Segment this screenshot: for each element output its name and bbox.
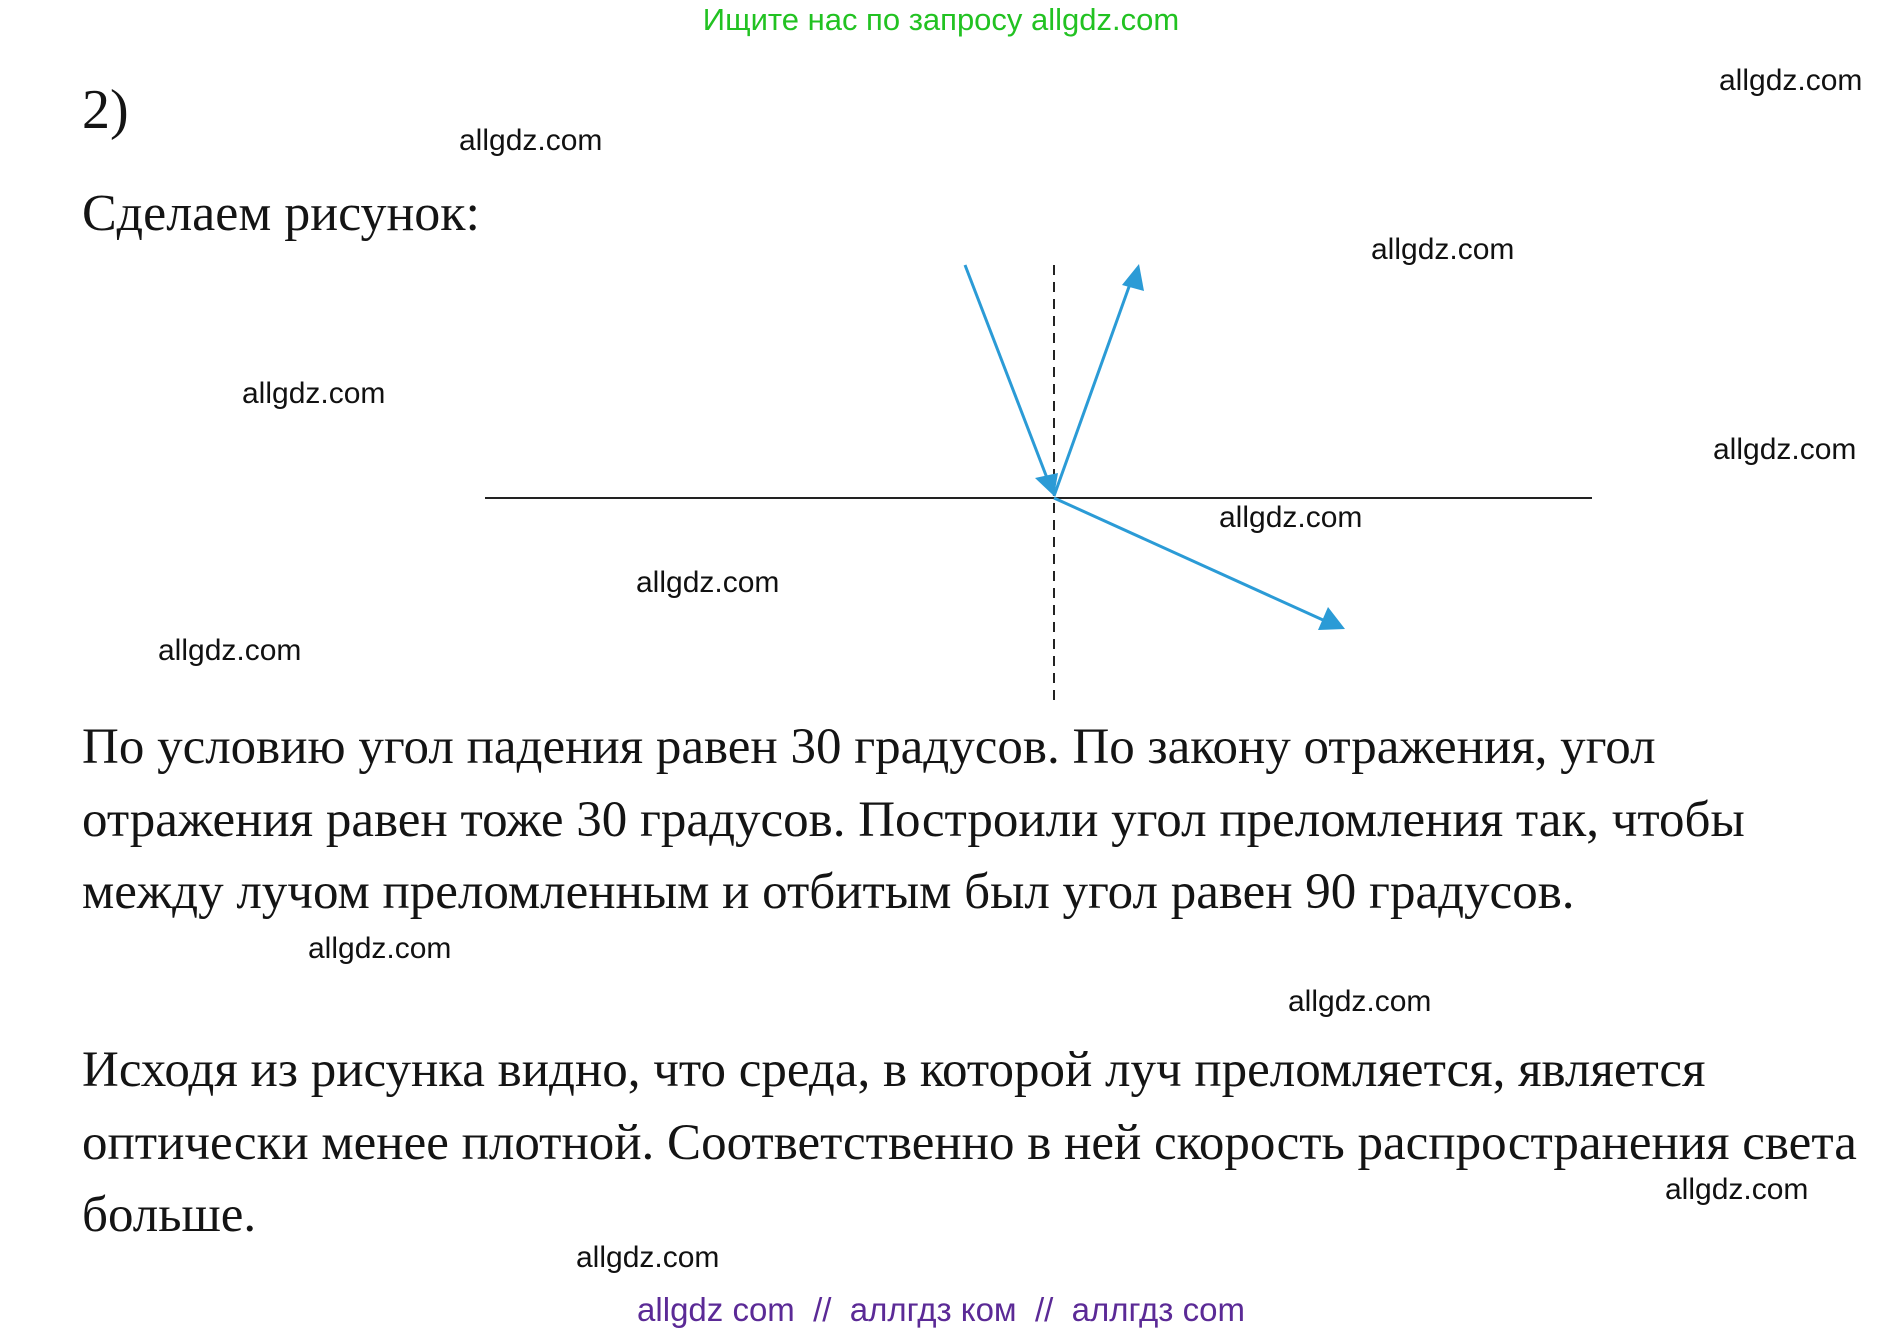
watermark: allgdz.com [1665, 1173, 1809, 1206]
watermark: allgdz.com [1219, 501, 1363, 534]
watermark: allgdz.com [636, 566, 780, 599]
watermark: allgdz.com [158, 634, 302, 667]
watermark: allgdz.com [308, 932, 452, 965]
intro-text: Сделаем рисунок: [82, 185, 480, 242]
watermark: allgdz.com [1719, 64, 1863, 97]
incident-ray [965, 265, 1047, 478]
watermark: allgdz.com [1288, 985, 1432, 1018]
paragraph-2: Исходя из рисунка видно, что среда, в которой луч преломляется, является оптически менее плотной. Соответственно в ней скорость распространения света больше. [82, 1042, 1857, 1243]
top-banner: Ищите нас по запросу allgdz.com [702, 2, 1180, 37]
watermark: allgdz.com [576, 1241, 720, 1274]
footer-watermark: allgdz com // аллгдз ком // аллгдз com [637, 1291, 1245, 1328]
watermark: allgdz.com [1371, 233, 1515, 266]
reflected-arrowhead [1122, 264, 1144, 291]
watermark: allgdz.com [1713, 433, 1857, 466]
problem-number: 2) [82, 79, 129, 141]
reflected-ray [1054, 284, 1130, 496]
paragraph-1: По условию угол падения равен 30 градусов. По закону отражения, угол отражения равен тоже 30 градусов. Построили угол преломления так, чтобы между лучом преломленным и отбитым был угол равен 90 градусов. [82, 719, 1745, 920]
watermark: allgdz.com [242, 377, 386, 410]
watermark: allgdz.com [459, 124, 603, 157]
